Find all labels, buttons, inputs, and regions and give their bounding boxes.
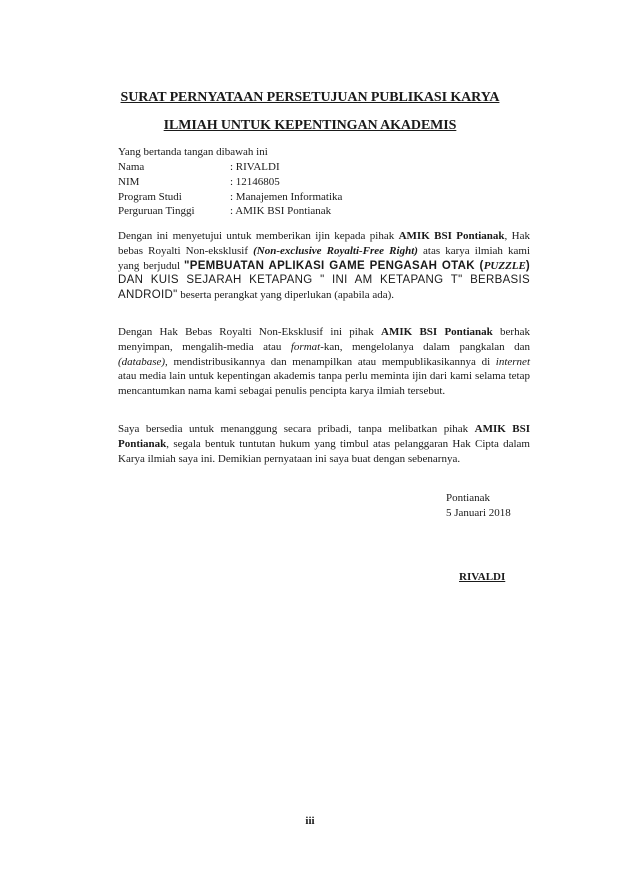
- field-label: Program Studi: [118, 190, 182, 203]
- text-run: , mendistribusikannya dan menampilkan atau mempublikasikannya di: [165, 355, 496, 368]
- signature-date: 5 Januari 2018: [446, 507, 511, 519]
- text-run: , segala bentuk tuntutan hukum yang timbul atas pelanggaran Hak Cipta dalam Karya ilmiah saya ini. Demikian pernyataan ini saya buat dengan sebenarnya.: [118, 437, 530, 465]
- work-title-rest: DAN KUIS SEJARAH KETAPANG " INI AM KETAPANG T" BERBASIS ANDROID": [118, 274, 530, 302]
- identity-fields: [118, 160, 342, 219]
- institution-name: AMIK BSI Pontianak: [118, 423, 530, 450]
- page-number: iii: [305, 815, 315, 827]
- italic-term: internet: [495, 355, 530, 368]
- text-run: atas karya ilmiah kami yang berjudul: [118, 244, 530, 272]
- license-term: (Non-exclusive Royalti-Free Right): [253, 244, 418, 257]
- field-label: Nama: [118, 161, 145, 173]
- italic-term: format: [290, 340, 321, 353]
- italic-term: (database): [118, 355, 166, 368]
- institution-name: AMIK BSI Pontianak: [398, 230, 505, 242]
- text-run: -kan, mengelolanya dalam pangkalan dan: [320, 340, 530, 353]
- intro-text: Yang bertanda tangan dibawah ini: [118, 146, 268, 158]
- field-value: : Manajemen Informatika: [230, 190, 343, 203]
- text-run: Saya bersedia untuk menanggung secara pribadi, tanpa melibatkan pihak: [118, 423, 475, 435]
- work-title-italic: PUZZLE: [483, 259, 526, 272]
- paragraph-rights: [118, 325, 530, 399]
- signer-name: RIVALDI: [459, 571, 506, 583]
- work-title: ): [525, 259, 530, 272]
- field-row-university: [118, 204, 342, 219]
- field-label: Perguruan Tinggi: [118, 205, 195, 218]
- institution-name: AMIK BSI Pontianak: [381, 326, 493, 338]
- title-line-1: SURAT PERNYATAAN PERSETUJUAN PUBLIKASI KARYA: [120, 90, 500, 105]
- signature-place: Pontianak: [446, 492, 490, 504]
- text-run: , Hak bebas Royalti Non-eksklusif: [118, 230, 530, 257]
- field-value: : 12146805: [230, 175, 280, 188]
- field-row-program: [118, 190, 342, 205]
- field-value: : RIVALDI: [230, 161, 280, 173]
- title-line-2: ILMIAH UNTUK KEPENTINGAN AKADEMIS: [163, 118, 457, 133]
- field-value: : AMIK BSI Pontianak: [230, 205, 332, 218]
- text-run: Dengan ini menyetujui untuk memberikan ijin kepada pihak: [118, 230, 399, 242]
- text-run: atau media lain untuk kepentingan akademis tanpa perlu meminta ijin dari kami selama tetap mencantumkan nama kami sebagai penulis pencipta karya ilmiah tersebut.: [118, 370, 530, 398]
- field-label: NIM: [118, 175, 140, 188]
- text-run: berhak menyimpan, mengalih-media atau: [118, 326, 530, 353]
- paragraph-consent: [118, 229, 530, 303]
- paragraph-liability: [118, 422, 530, 466]
- text-run: Dengan Hak Bebas Royalti Non-Eksklusif ini pihak: [118, 326, 381, 338]
- work-title: "PEMBUATAN APLIKASI GAME PENGASAH OTAK (: [183, 259, 484, 272]
- field-row-nim: [118, 175, 342, 190]
- field-row-name: [118, 160, 342, 175]
- text-run: beserta perangkat yang diperlukan (apabila ada).: [177, 289, 395, 302]
